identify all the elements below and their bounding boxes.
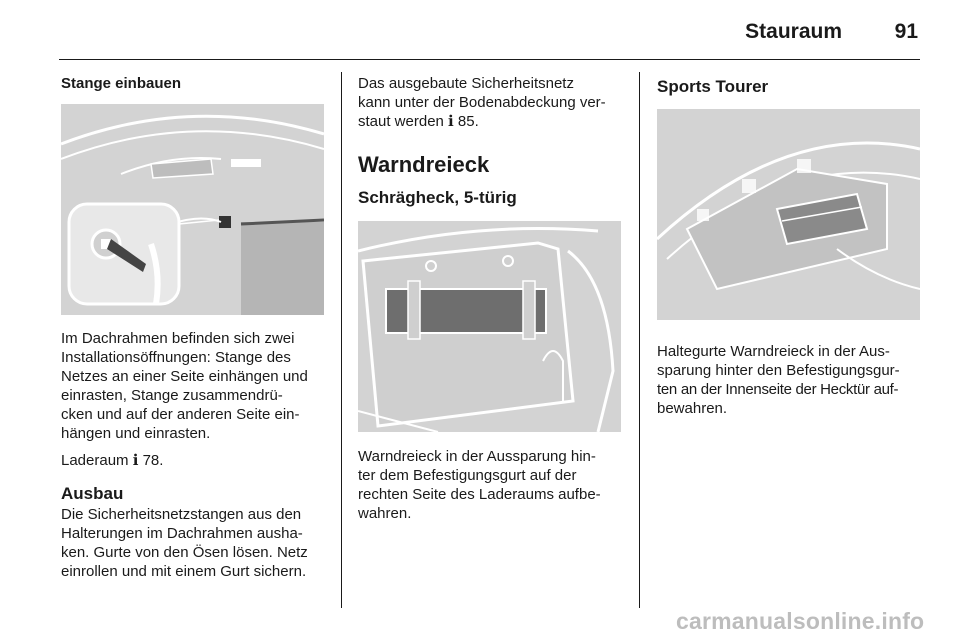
- caption-line: bewahren.: [657, 400, 728, 417]
- body-line: Im Dachrahmen befinden sich zwei: [61, 330, 295, 347]
- caption-line: Haltegurte Warndreieck in der Aus-: [657, 343, 890, 360]
- header-rule: [59, 59, 920, 60]
- body-line: staut werden ℹ 85.: [358, 113, 479, 130]
- body-line: Netzes an einer Seite einhängen und: [61, 368, 308, 385]
- body-line: einrollen und mit einem Gurt sichern.: [61, 563, 307, 580]
- body-line: cken und auf der anderen Seite ein-: [61, 406, 300, 423]
- column-divider-2: [639, 72, 640, 608]
- caption-line: sparung hinter den Befestigungsgur-: [657, 362, 900, 379]
- body-line: Halterungen im Dachrahmen ausha-: [61, 525, 303, 542]
- body-line: Installationsöffnungen: Stange des: [61, 349, 291, 366]
- column-1: [61, 74, 325, 581]
- page-number: 91: [894, 20, 918, 43]
- body-line: einrasten, Stange zusammendrü-: [61, 387, 283, 404]
- caption-line: ter dem Befestigungsgurt auf der: [358, 467, 577, 484]
- figure-hatchback-triangle: [358, 221, 621, 432]
- body-line: ken. Gurte von den Ösen lösen. Netz: [61, 544, 308, 561]
- caption-line: ten an der Innenseite der Hecktür auf-: [657, 381, 899, 398]
- column-2: [358, 74, 623, 523]
- heading-warndreieck: Warndreieck: [358, 152, 490, 177]
- cross-reference: Laderaum ℹ 78.: [61, 452, 164, 469]
- caption-line: wahren.: [358, 505, 412, 522]
- figure-rod-install: [61, 104, 324, 315]
- heading-ausbau: Ausbau: [61, 484, 124, 503]
- heading-stange-einbauen: Stange einbauen: [61, 75, 182, 92]
- caption-line: Warndreieck in der Aussparung hin-: [358, 448, 596, 465]
- watermark: carmanualsonline.info: [676, 608, 925, 634]
- body-line: Das ausgebaute Sicherheitsnetz: [358, 75, 574, 92]
- body-line: Die Sicherheitsnetzstangen aus den: [61, 506, 302, 523]
- heading-sports-tourer: Sports Tourer: [657, 77, 769, 96]
- column-divider-1: [341, 72, 342, 608]
- column-3: [657, 74, 922, 418]
- figure-tourer-triangle: [657, 109, 920, 320]
- caption-line: rechten Seite des Laderaums aufbe-: [358, 486, 601, 503]
- header-title: Stauraum: [745, 20, 842, 43]
- body-line: kann unter der Bodenabdeckung ver-: [358, 94, 606, 111]
- body-line: hängen und einrasten.: [61, 425, 211, 442]
- heading-schraegheck: Schrägheck, 5-türig: [358, 188, 517, 207]
